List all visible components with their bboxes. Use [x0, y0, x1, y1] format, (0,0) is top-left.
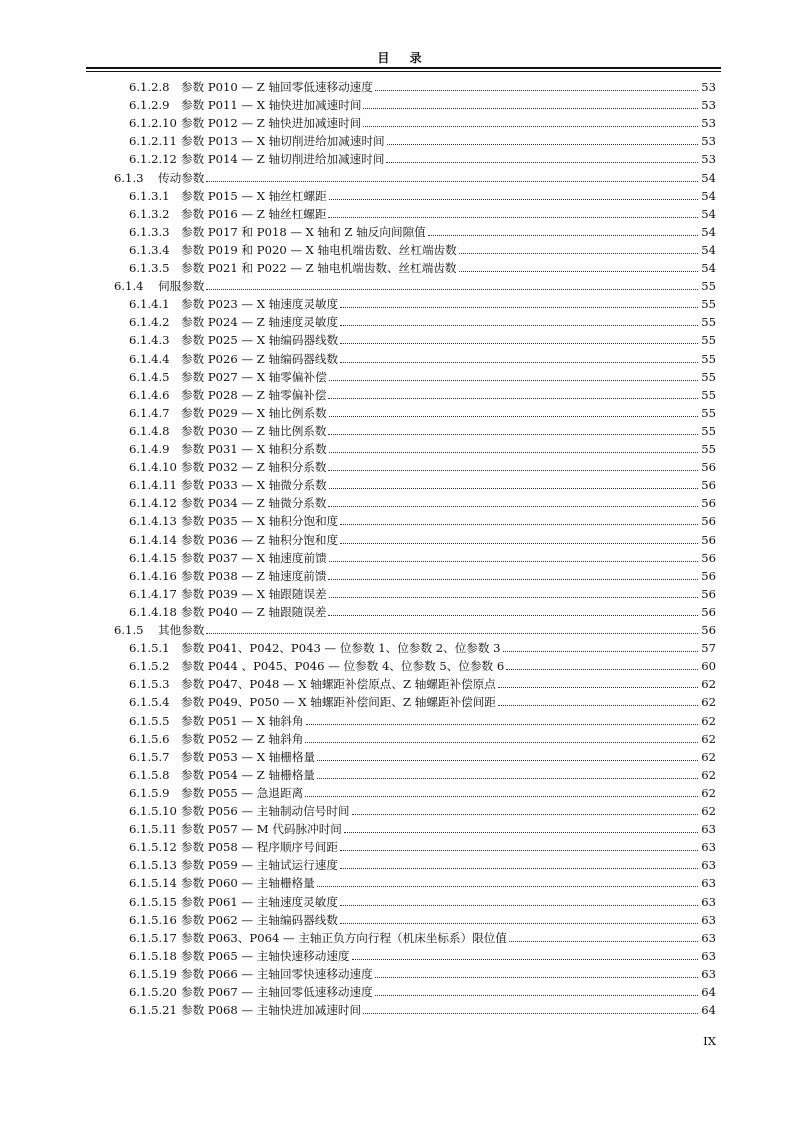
toc-entry-number: 6.1.4.9 [129, 442, 170, 456]
toc-entry-title: 参数 P049、P050 — X 轴螺距补偿间距、Z 轴螺距补偿间距 [181, 695, 496, 710]
toc-entry[interactable] [129, 203, 716, 221]
toc-entry-title: 参数 P044 、P045、P046 — 位参数 4、位参数 5、位参数 6 [181, 659, 505, 674]
toc-entry[interactable] [129, 402, 716, 420]
toc-entry-title: 参数 P052 — Z 轴斜角 [181, 731, 304, 746]
toc-dot-leader [363, 126, 698, 127]
toc-entry-number: 6.1.5.10 [129, 804, 177, 818]
toc-entry-page: 62 [701, 749, 716, 764]
toc-entry-page: 63 [701, 876, 716, 891]
toc-dot-leader [498, 705, 698, 706]
toc-entry[interactable] [129, 927, 716, 945]
toc-entry-page: 56 [701, 496, 716, 511]
toc-entry-page: 62 [701, 695, 716, 710]
toc-dot-leader [328, 470, 698, 471]
toc-entry-page: 54 [701, 242, 716, 257]
page-number: IX [703, 1034, 716, 1048]
toc-entry[interactable] [129, 655, 716, 673]
toc-dot-leader [386, 162, 698, 163]
toc-dot-leader [375, 995, 698, 996]
toc-entry[interactable] [129, 438, 716, 456]
toc-entry-title: 参数 P019 和 P020 — X 轴电机端齿数、丝杠端齿数 [181, 242, 457, 257]
toc-dot-leader [498, 687, 698, 688]
toc-dot-leader [328, 579, 698, 580]
toc-entry-title: 参数 P055 — 急退距离 [181, 785, 304, 800]
header-rule-thick [86, 67, 721, 69]
toc-dot-leader [328, 506, 698, 507]
toc-entry-page: 60 [701, 659, 716, 674]
page-header [86, 46, 721, 74]
toc-dot-leader [340, 362, 698, 363]
toc-entry-page: 63 [701, 840, 716, 855]
toc-entry-page: 56 [701, 586, 716, 601]
toc-entry-title: 参数 P053 — X 轴栅格量 [181, 749, 316, 764]
toc-entry-page: 53 [701, 152, 716, 167]
toc-entry-title: 参数 P031 — X 轴积分系数 [181, 442, 327, 456]
toc-entry-page: 64 [701, 985, 716, 999]
toc-entry-title: 参数 P056 — 主轴制动信号时间 [181, 804, 350, 818]
toc-entry-title: 参数 P011 — X 轴快进加减速时间 [181, 98, 362, 113]
toc-dot-leader [328, 434, 698, 435]
toc-dot-leader [329, 488, 698, 489]
page-title: 目 录 [377, 51, 430, 65]
toc-entry-page: 55 [701, 297, 716, 312]
toc-entry-number: 6.1.5.18 [129, 948, 177, 963]
toc-dot-leader [206, 289, 698, 290]
toc-entry-title: 参数 P027 — X 轴零偏补偿 [181, 369, 327, 384]
toc-entry-title: 参数 P030 — Z 轴比例系数 [181, 423, 327, 438]
toc-entry-number: 6.1.5.17 [129, 930, 177, 945]
toc-entry-page: 56 [701, 604, 716, 619]
toc-entry-page: 56 [701, 568, 716, 583]
toc-entry[interactable] [129, 999, 716, 1017]
toc-entry-title: 参数 P041、P042、P043 — 位参数 1、位参数 2、位参数 3 [181, 641, 501, 656]
toc-entry-number: 6.1.5.7 [129, 749, 170, 764]
toc-entry-title: 参数 P040 — Z 轴跟随误差 [181, 604, 327, 619]
toc-entry-number: 6.1.3.5 [129, 261, 170, 275]
toc-entry[interactable] [129, 710, 716, 728]
toc-entry-number: 6.1.2.9 [129, 98, 170, 113]
toc-entry[interactable] [129, 601, 716, 619]
toc-entry-number: 6.1.5.6 [129, 731, 170, 746]
toc-entry-page: 63 [701, 912, 716, 927]
toc-entry-page: 55 [701, 315, 716, 330]
toc-entry-page: 55 [701, 279, 716, 294]
toc-entry[interactable] [129, 872, 716, 890]
toc-dot-leader [340, 307, 698, 308]
toc-entry-number: 6.1.4.16 [129, 568, 177, 583]
toc-entry-number: 6.1.4 [114, 279, 144, 294]
toc-dot-leader [317, 760, 698, 761]
toc-dot-leader [340, 905, 698, 906]
toc-entry[interactable] [129, 547, 716, 565]
toc-entry[interactable] [129, 474, 716, 492]
toc-entry[interactable] [129, 293, 716, 311]
toc-entry[interactable] [129, 384, 716, 402]
toc-entry[interactable] [129, 366, 716, 384]
toc-entry[interactable] [129, 782, 716, 800]
toc-entry-title: 参数 P063、P064 — 主轴正负方向行程（机床坐标系）限位值 [181, 930, 507, 945]
toc-entry[interactable] [129, 891, 716, 909]
toc-entry-title: 参数 P024 — Z 轴速度灵敏度 [181, 315, 339, 330]
toc-entry-title: 参数 P057 — M 代码脉冲时间 [181, 822, 342, 837]
toc-entry-page: 55 [701, 442, 716, 456]
toc-entry[interactable] [129, 728, 716, 746]
toc-entry-title: 参数 P051 — X 轴斜角 [181, 713, 304, 728]
toc-entry-page: 62 [701, 713, 716, 728]
toc-entry-title: 参数 P066 — 主轴回零快速移动速度 [181, 966, 373, 981]
toc-entry-number: 6.1.4.15 [129, 550, 177, 565]
toc-dot-leader [340, 543, 698, 544]
toc-entry-page: 56 [701, 623, 716, 637]
toc-dot-leader [329, 452, 698, 453]
toc-dot-leader [329, 199, 698, 200]
toc-entry-number: 6.1.4.10 [129, 460, 177, 475]
toc-dot-leader [428, 235, 698, 236]
toc-entry-number: 6.1.4.3 [129, 333, 170, 348]
toc-entry[interactable] [129, 492, 716, 510]
toc-entry-title: 参数 P047、P048 — X 轴螺距补偿原点、Z 轴螺距补偿原点 [181, 677, 496, 692]
toc-dot-leader [340, 923, 698, 924]
toc-entry-title: 参数 P012 — Z 轴快进加减速时间 [181, 116, 362, 131]
toc-entry[interactable] [129, 945, 716, 963]
toc-entry-number: 6.1.5.1 [129, 641, 170, 656]
toc-entry[interactable] [129, 221, 716, 239]
toc-entry-number: 6.1.4.6 [129, 387, 170, 402]
toc-entry-title: 参数 P021 和 P022 — Z 轴电机端齿数、丝杠端齿数 [181, 261, 457, 275]
toc-entry-number: 6.1.4.17 [129, 586, 177, 601]
toc-entry-title: 参数 P037 — X 轴速度前馈 [181, 550, 327, 565]
toc-dot-leader [375, 977, 698, 978]
toc-entry-title: 参数 P025 — X 轴编码器线数 [181, 333, 339, 348]
toc-dot-leader [375, 90, 698, 91]
toc-entry[interactable] [129, 529, 716, 547]
toc-dot-leader [206, 181, 698, 182]
toc-entry[interactable] [129, 456, 716, 474]
toc-entry[interactable] [129, 148, 716, 166]
toc-entry-title: 参数 P015 — X 轴丝杠螺距 [181, 188, 327, 203]
toc-entry[interactable] [129, 981, 716, 999]
toc-entry-page: 54 [701, 261, 716, 275]
toc-entry-number: 6.1.5.11 [129, 822, 177, 837]
toc-entry-page: 63 [701, 948, 716, 963]
toc-entry-number: 6.1.5.9 [129, 785, 170, 800]
toc-dot-leader [329, 416, 698, 417]
toc-entry-number: 6.1.4.11 [129, 478, 177, 493]
toc-entry-page: 55 [701, 333, 716, 348]
toc-entry[interactable] [129, 94, 716, 112]
toc-entry[interactable] [129, 673, 716, 691]
toc-entry-title: 参数 P023 — X 轴速度灵敏度 [181, 297, 339, 312]
toc-entry-number: 6.1.2.8 [129, 80, 170, 94]
toc-dot-leader [506, 669, 698, 670]
toc-entry[interactable] [129, 836, 716, 854]
toc-entry-title: 参数 P068 — 主轴快进加减速时间 [181, 1003, 362, 1018]
toc-dot-leader [317, 778, 698, 779]
toc-entry-number: 6.1.3.4 [129, 242, 170, 257]
toc-entry[interactable] [129, 112, 716, 130]
toc-entry-title: 参数 P065 — 主轴快速移动速度 [181, 948, 350, 963]
toc-entry-page: 53 [701, 98, 716, 113]
toc-entry[interactable] [129, 130, 716, 148]
toc-entry-title: 参数 P010 — Z 轴回零低速移动速度 [181, 80, 373, 94]
toc-entry-title: 其他参数 [158, 623, 205, 637]
toc-entry-title: 参数 P013 — X 轴切削进给加减速时间 [181, 134, 385, 149]
toc-entry[interactable] [129, 800, 716, 818]
toc-entry-page: 63 [701, 966, 716, 981]
toc-entry-number: 6.1.4.13 [129, 514, 177, 529]
toc-entry-number: 6.1.3.1 [129, 188, 170, 203]
toc-entry[interactable] [129, 583, 716, 601]
toc-entry-title: 伺服参数 [158, 279, 205, 294]
toc-entry-number: 6.1.5.8 [129, 767, 170, 782]
toc-entry-title: 参数 P034 — Z 轴微分系数 [181, 496, 327, 511]
toc-entry-number: 6.1.4.14 [129, 532, 177, 547]
toc-entry-number: 6.1.5.14 [129, 876, 177, 891]
toc-entry-title: 参数 P054 — Z 轴栅格量 [181, 767, 315, 782]
toc-entry-page: 53 [701, 134, 716, 149]
toc-dot-leader [459, 271, 698, 272]
toc-dot-leader [329, 597, 698, 598]
toc-entry-page: 63 [701, 930, 716, 945]
toc-entry-title: 参数 P062 — 主轴编码器线数 [181, 912, 338, 927]
toc-entry-number: 6.1.5.21 [129, 1003, 177, 1018]
toc-entry-page: 62 [701, 804, 716, 818]
toc-entry-page: 53 [701, 80, 716, 94]
toc-entry-number: 6.1.5 [114, 623, 144, 637]
toc-entry-title: 参数 P067 — 主轴回零低速移动速度 [181, 985, 373, 999]
toc-dot-leader [352, 814, 698, 815]
toc-entry-number: 6.1.4.5 [129, 369, 170, 384]
toc-entry[interactable] [129, 963, 716, 981]
toc-entry-title: 参数 P026 — Z 轴编码器线数 [181, 351, 339, 366]
toc-entry[interactable] [129, 854, 716, 872]
toc-entry-number: 6.1.5.5 [129, 713, 170, 728]
toc-entry[interactable] [129, 691, 716, 709]
toc-dot-leader [352, 959, 698, 960]
toc-entry-title: 参数 P016 — Z 轴丝杠螺距 [181, 206, 327, 221]
toc-entry-title: 参数 P017 和 P018 — X 轴和 Z 轴反向间隙值 [181, 224, 426, 239]
toc-entry-number: 6.1.4.2 [129, 315, 170, 330]
toc-dot-leader [459, 253, 698, 254]
toc-entry-number: 6.1.4.12 [129, 496, 177, 511]
toc-entry-page: 56 [701, 460, 716, 475]
toc-entry[interactable] [129, 239, 716, 257]
toc-dot-leader [387, 144, 698, 145]
toc-entry-title: 参数 P032 — Z 轴积分系数 [181, 460, 327, 475]
toc-entry-title: 参数 P036 — Z 轴积分饱和度 [181, 532, 339, 547]
toc-entry[interactable] [129, 764, 716, 782]
toc-entry-page: 62 [701, 785, 716, 800]
toc-entry-number: 6.1.3.2 [129, 206, 170, 221]
toc-entry-number: 6.1.5.3 [129, 677, 170, 692]
toc-entry-number: 6.1.4.4 [129, 351, 170, 366]
toc-entry-number: 6.1.5.2 [129, 659, 170, 674]
toc-entry-number: 6.1.4.8 [129, 423, 170, 438]
toc-entry-title: 参数 P058 — 程序顺序号间距 [181, 840, 338, 855]
toc-entry-number: 6.1.5.15 [129, 894, 177, 909]
toc-entry-title: 参数 P061 — 主轴速度灵敏度 [181, 894, 338, 909]
toc-dot-leader [329, 561, 698, 562]
toc-entry-title: 参数 P028 — Z 轴零偏补偿 [181, 387, 327, 402]
toc-entry-number: 6.1.2.11 [129, 134, 177, 149]
toc-entry-number: 6.1.5.16 [129, 912, 177, 927]
toc-entry[interactable] [129, 510, 716, 528]
toc-entry[interactable] [129, 311, 716, 329]
toc-entry-number: 6.1.2.10 [129, 116, 177, 131]
toc-dot-leader [509, 941, 698, 942]
toc-entry-page: 56 [701, 478, 716, 493]
toc-dot-leader [340, 868, 698, 869]
toc-entry-page: 56 [701, 514, 716, 529]
toc-entry-page: 56 [701, 532, 716, 547]
toc-entry-page: 62 [701, 677, 716, 692]
toc-entry-number: 6.1.4.1 [129, 297, 170, 312]
toc-dot-leader [328, 615, 698, 616]
toc-dot-leader [305, 742, 698, 743]
toc-entry-page: 55 [701, 387, 716, 402]
toc-entry-title: 参数 P014 — Z 轴切削进给加减速时间 [181, 152, 385, 167]
toc-entry-number: 6.1.4.18 [129, 604, 177, 619]
toc-entry-page: 56 [701, 550, 716, 565]
toc-dot-leader [340, 343, 698, 344]
toc-entry-title: 参数 P033 — X 轴微分系数 [181, 478, 327, 493]
toc-entry-title: 参数 P038 — Z 轴速度前馈 [181, 568, 327, 583]
toc-entry[interactable] [129, 76, 716, 94]
toc-entry[interactable] [129, 637, 716, 655]
toc-entry[interactable] [129, 818, 716, 836]
toc-entry[interactable] [114, 275, 716, 293]
toc-entry[interactable] [129, 420, 716, 438]
toc-entry-number: 6.1.3.3 [129, 224, 170, 239]
toc-dot-leader [206, 633, 698, 634]
toc-entry-number: 6.1.5.13 [129, 858, 177, 873]
toc-entry-page: 55 [701, 369, 716, 384]
toc-entry-page: 62 [701, 731, 716, 746]
toc-entry-page: 63 [701, 858, 716, 873]
toc-entry-page: 54 [701, 206, 716, 221]
toc-dot-leader [329, 380, 698, 381]
toc-entry-page: 63 [701, 822, 716, 837]
toc-entry-number: 6.1.2.12 [129, 152, 177, 167]
toc-entry[interactable] [129, 348, 716, 366]
toc-entry-title: 传动参数 [158, 170, 205, 185]
toc-entry-title: 参数 P035 — X 轴积分饱和度 [181, 514, 339, 529]
toc-entry[interactable] [114, 167, 716, 185]
toc-entry-page: 55 [701, 351, 716, 366]
toc-entry[interactable] [129, 329, 716, 347]
toc-entry-page: 54 [701, 224, 716, 239]
toc-dot-leader [317, 886, 698, 887]
toc-dot-leader [503, 651, 698, 652]
toc-entry-number: 6.1.3 [114, 170, 144, 185]
toc-dot-leader [344, 832, 698, 833]
toc-entry-title: 参数 P059 — 主轴试运行速度 [181, 858, 338, 873]
toc-entry-title: 参数 P029 — X 轴比例系数 [181, 405, 327, 420]
toc-entry[interactable] [129, 909, 716, 927]
toc-dot-leader [363, 108, 698, 109]
toc-entry[interactable] [129, 746, 716, 764]
toc-entry-title: 参数 P039 — X 轴跟随误差 [181, 586, 327, 601]
toc-dot-leader [340, 850, 698, 851]
toc-dot-leader [340, 325, 698, 326]
toc-entry-page: 54 [701, 188, 716, 203]
toc-dot-leader [363, 1013, 698, 1014]
toc-entry-page: 62 [701, 767, 716, 782]
toc-dot-leader [328, 398, 698, 399]
toc-entry-title: 参数 P060 — 主轴栅格量 [181, 876, 315, 891]
toc-entry[interactable] [114, 619, 716, 637]
toc-entry[interactable] [129, 257, 716, 275]
toc-entry-page: 64 [701, 1003, 716, 1018]
toc-entry-number: 6.1.5.20 [129, 985, 177, 999]
toc-entry-page: 63 [701, 894, 716, 909]
toc-entry-number: 6.1.4.7 [129, 405, 170, 420]
toc-entry-page: 54 [701, 170, 716, 185]
header-rule-thin [86, 71, 721, 72]
toc-entry[interactable] [129, 565, 716, 583]
toc-entry[interactable] [129, 185, 716, 203]
toc-entry-page: 55 [701, 423, 716, 438]
toc-entry-page: 57 [701, 641, 716, 656]
toc-entry-page: 55 [701, 405, 716, 420]
toc-entry-number: 6.1.5.4 [129, 695, 170, 710]
toc-dot-leader [306, 724, 699, 725]
toc-entry-page: 53 [701, 116, 716, 131]
toc-dot-leader [328, 217, 698, 218]
toc-entry-number: 6.1.5.12 [129, 840, 177, 855]
toc-dot-leader [340, 524, 698, 525]
toc-dot-leader [305, 796, 698, 797]
toc-entry-number: 6.1.5.19 [129, 966, 177, 981]
